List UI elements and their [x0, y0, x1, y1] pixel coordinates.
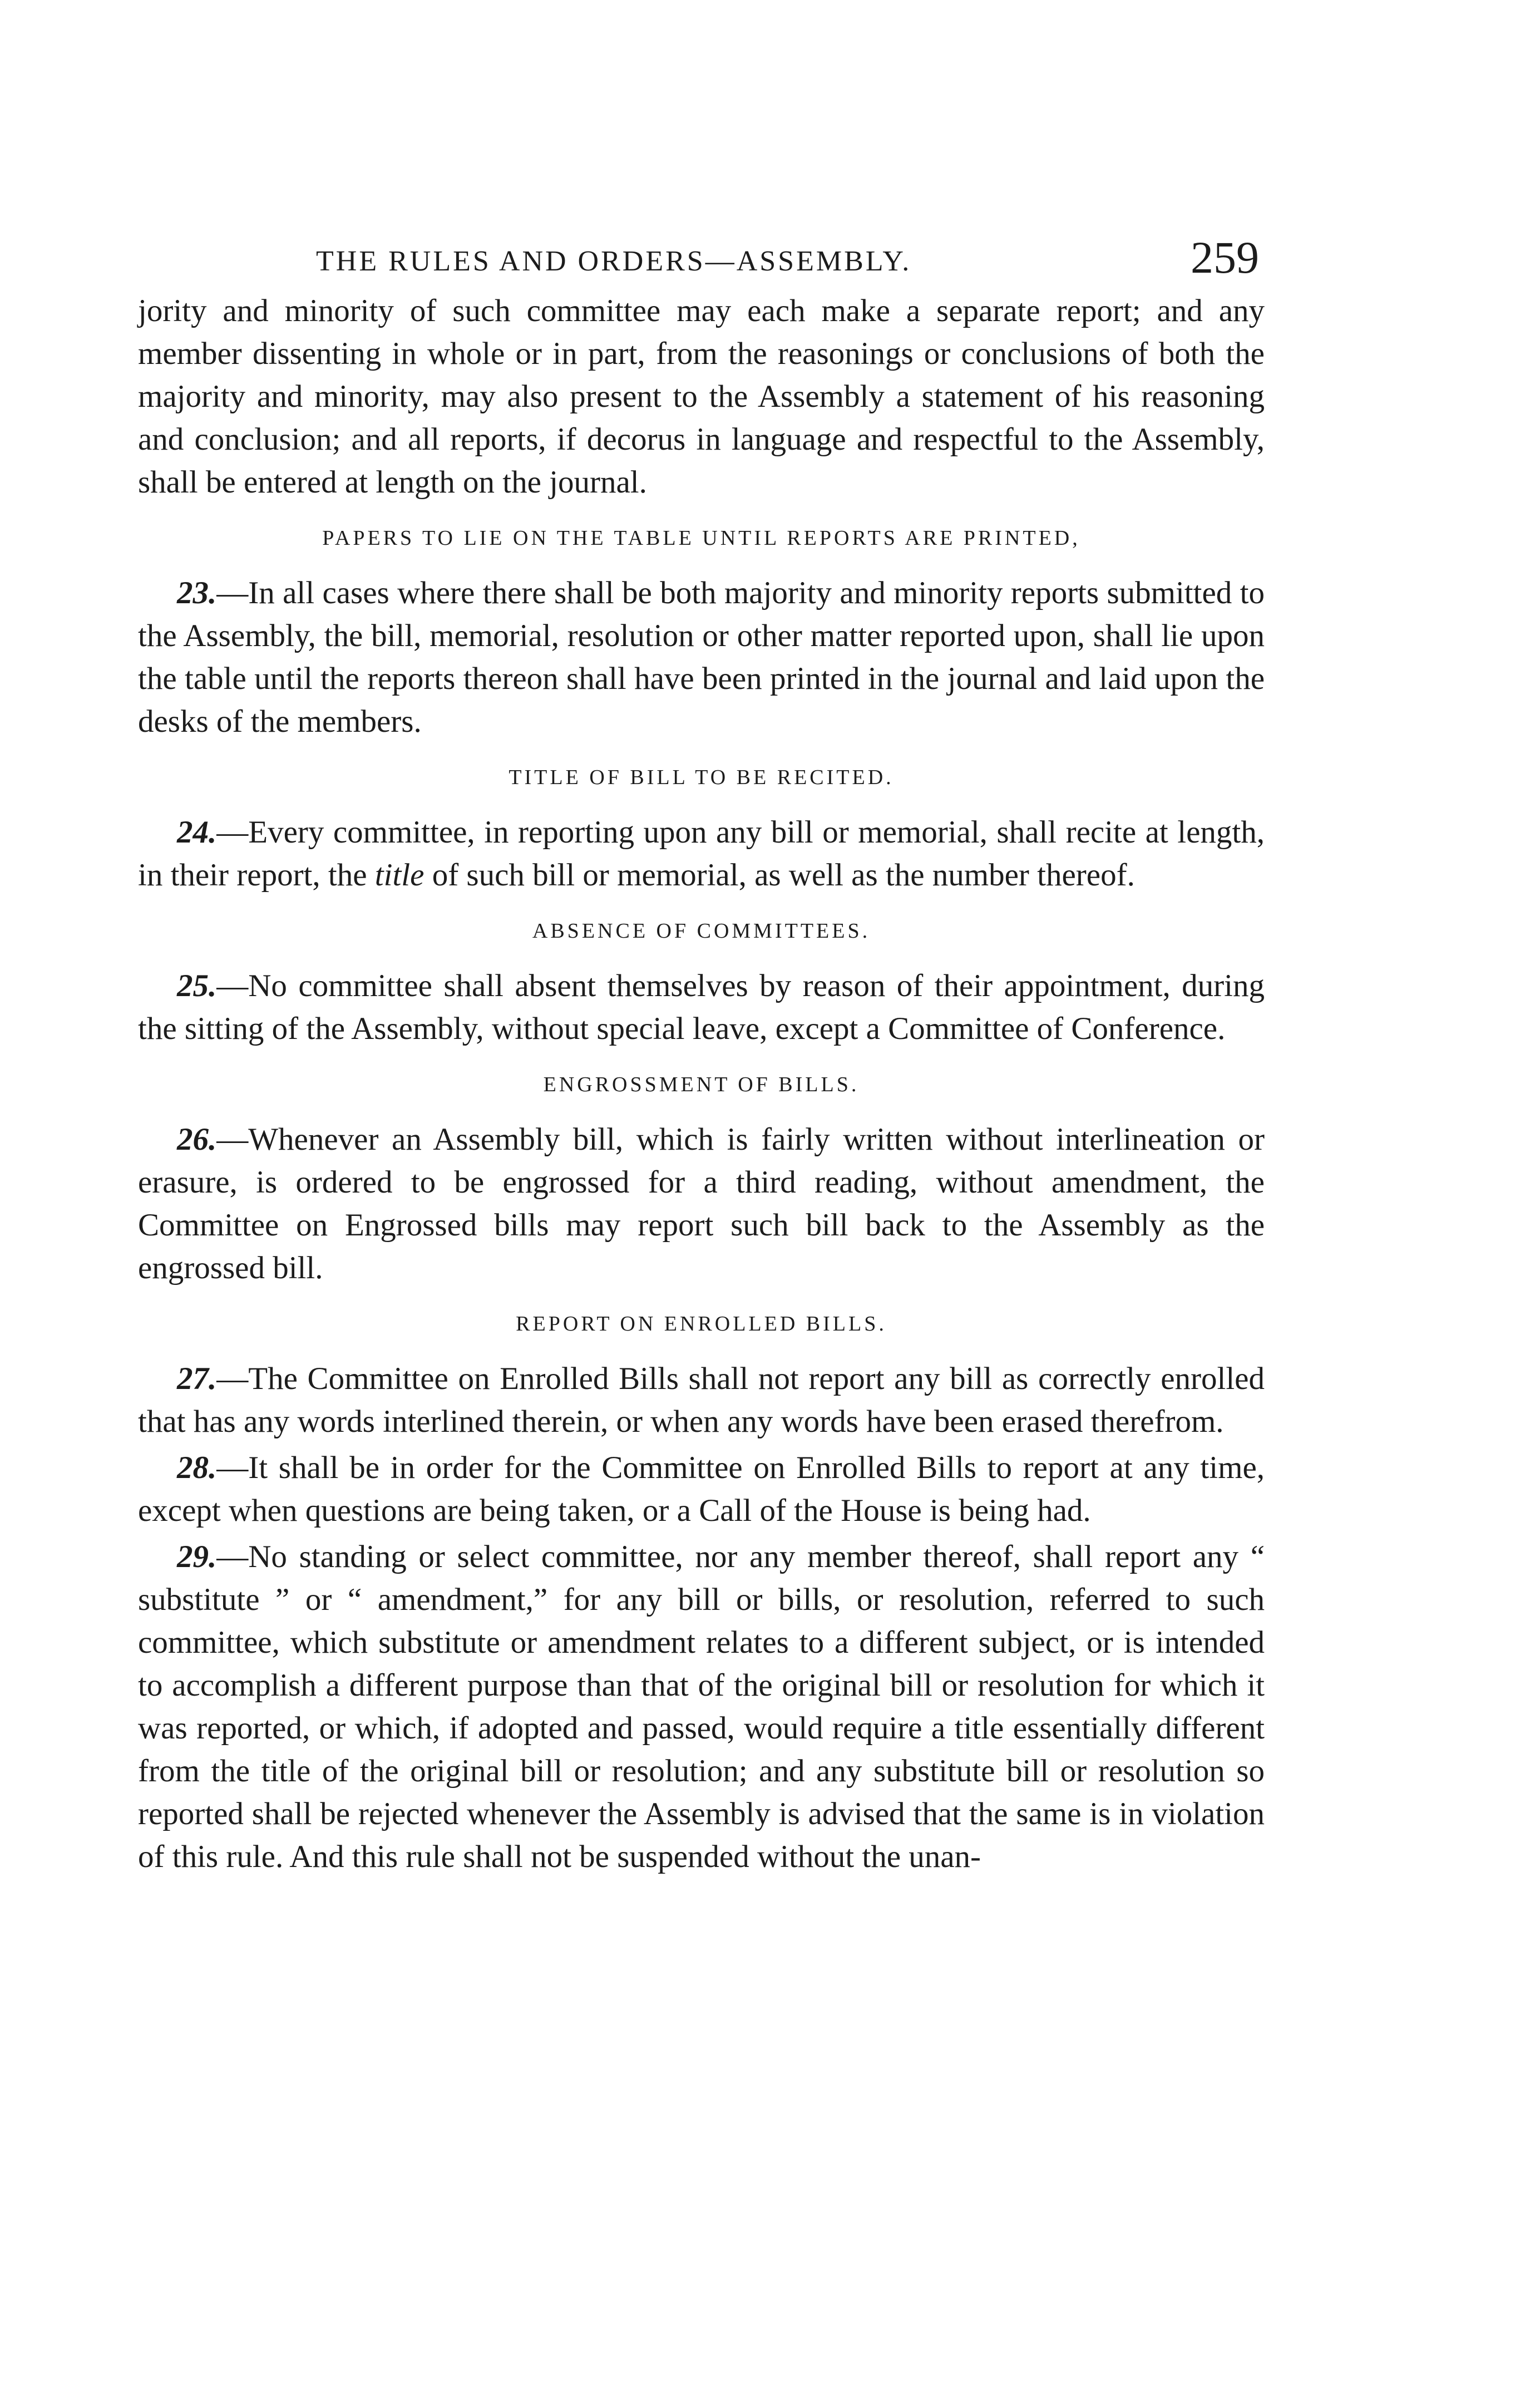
rule-number: 28.: [177, 1450, 217, 1485]
rule-24: [138, 811, 1265, 896]
rule-text: of such bill or memorial, as well as the number thereof.: [424, 858, 1135, 893]
running-title: THE RULES AND ORDERS—ASSEMBLY.: [316, 245, 912, 277]
rule-29: [138, 1535, 1265, 1878]
rule-28: [138, 1446, 1265, 1532]
rule-number: 23.: [177, 575, 217, 610]
rule-text-italic: title: [374, 858, 425, 893]
page-number: 259: [1191, 232, 1259, 283]
rule-26: [138, 1118, 1265, 1289]
rule-number: 29.: [177, 1539, 217, 1574]
section-heading: PAPERS TO LIE ON THE TABLE UNTIL REPORTS ARE PRINTED,: [322, 526, 1080, 550]
running-head: [138, 228, 1265, 289]
rule-number: 24.: [177, 815, 217, 850]
rule-text: —The Committee on Enrolled Bills shall not report any bill as correctly enrolled that has any words interlined therein, or when any words have been erased therefrom.: [138, 1361, 1265, 1439]
continuation-paragraph: jority and minority of such committee may each make a separate report; and any member dissenting in whole or in part, from the reasonings or conclusions of both the majority and minority, may also present to the Assembly a statement of his reasoning and conclusion; and all reports, if decorus in language and respectful to the Assembly, shall be entered at length on the journal.: [138, 293, 1265, 500]
rule-number: 26.: [177, 1122, 217, 1157]
book-page: [138, 228, 1265, 1878]
section-heading: TITLE OF BILL TO BE RECITED.: [509, 766, 894, 789]
rule-text: —It shall be in order for the Committee on Enrolled Bills to report at any time, except when questions are being taken, or a Call of the House is being had.: [138, 1450, 1265, 1528]
section-heading: ABSENCE OF COMMITTEES.: [532, 919, 871, 943]
rule-text: —Every committee, in reporting upon any bill or memorial, shall recite at length, in their report, the: [138, 815, 1265, 893]
rule-text: —No committee shall absent themselves by reason of their appointment, during the sitting of the Assembly, without special leave, except a Committee of Conference.: [138, 968, 1265, 1046]
section-heading: ENGROSSMENT OF BILLS.: [543, 1073, 860, 1096]
rule-number: 25.: [177, 968, 217, 1003]
rule-27: [138, 1357, 1265, 1443]
rule-text: —In all cases where there shall be both majority and minority reports submitted to the Assembly, the bill, memorial, resolution or other matter reported upon, shall lie upon the table until the reports thereon shall have been printed in the journal and laid upon the desks of the members.: [138, 575, 1265, 739]
rule-text: —No standing or select committee, nor any member thereof, shall report any “ substitute ” or “ amendment,” for any bill or bills, or resolution, referred to such committee, which substitute or amendment relates to a different subject, or is intended to accomplish a different purpose than that of the original bill or resolution for which it was reported, or which, if adopted and passed, would require a title essentially different from the title of the original bill or resolution; and any substitute bill or resolution so reported shall be rejected whenever the Assembly is advised that the same is in violation of this rule. And this rule shall not be suspended without the unan-: [138, 1539, 1265, 1874]
rule-number: 27.: [177, 1361, 217, 1396]
rule-text: —Whenever an Assembly bill, which is fairly written without interlineation or erasure, is ordered to be engrossed for a third reading, without amendment, the Committee on Engrossed bills may report such bill back to the Assembly as the engrossed bill.: [138, 1122, 1265, 1285]
section-heading: REPORT ON ENROLLED BILLS.: [516, 1312, 887, 1336]
rule-25: [138, 964, 1265, 1050]
rule-23: [138, 572, 1265, 743]
